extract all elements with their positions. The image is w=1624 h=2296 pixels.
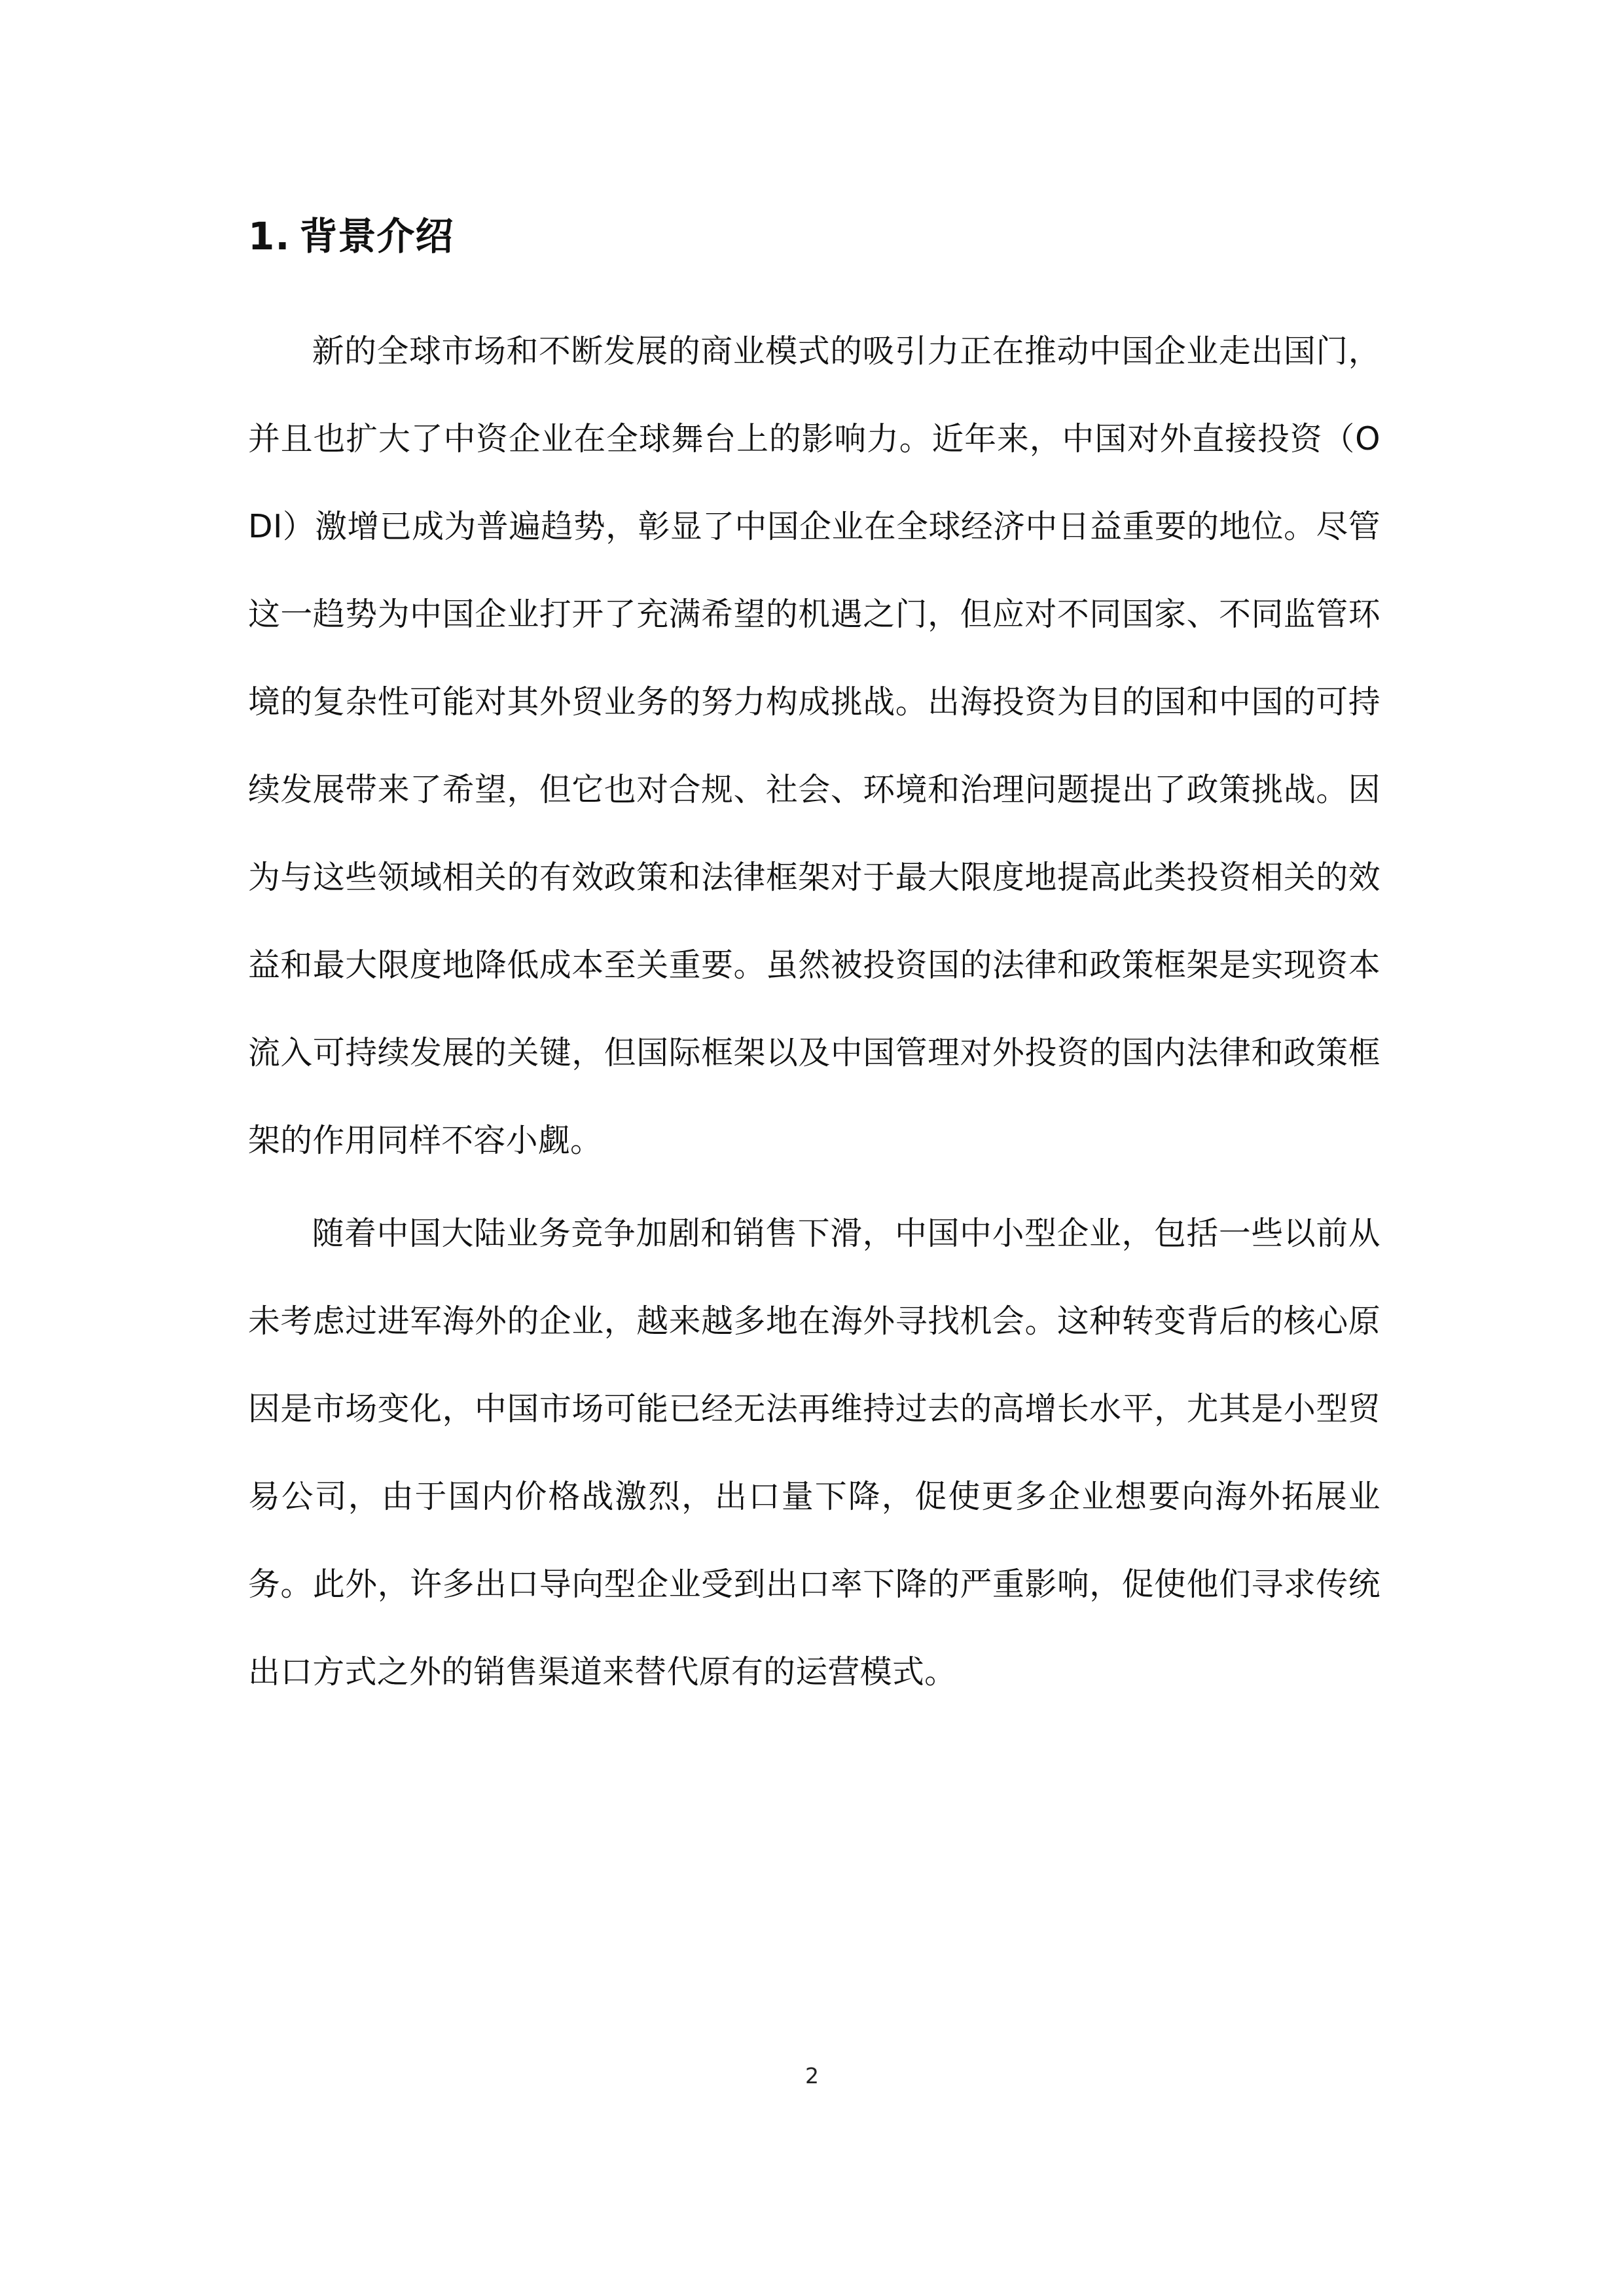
body-paragraph-2: 随着中国大陆业务竞争加剧和销售下滑，中国中小型企业，包括一些以前从未考虑过进军海外的企业，越来越多地在海外寻找机会。这种转变背后的核心原因是市场变化，中国市场可能已经无法再维持过去的高增长水平，尤其是小型贸易公司，由于国内价格战激烈，出口量下降，促使更多企业想要向海外拓展业务。此外，许多出口导向型企业受到出口率下降的严重影响，促使他们寻求传统出口方式之外的销售渠道来替代原有的运营模式。 [248, 1215, 1380, 1691]
page-content [248, 208, 1380, 1716]
section-heading [248, 208, 1380, 264]
section-number: 1. [248, 214, 291, 259]
body-paragraph-1: 新的全球市场和不断发展的商业模式的吸引力正在推动中国企业走出国门，并且也扩大了中资企业在全球舞台上的影响力。近年来，中国对外直接投资（ODI）激增已成为普遍趋势，彰显了中国企业在全球经济中日益重要的地位。尽管这一趋势为中国企业打开了充满希望的机遇之门，但应对不同国家、不同监管环境的复杂性可能对其外贸业务的努力构成挑战。出海投资为目的国和中国的可持续发展带来了希望，但它也对合规、社会、环境和治理问题提出了政策挑战。因为与这些领域相关的有效政策和法律框架对于最大限度地提高此类投资相关的效益和最大限度地降低成本至关重要。虽然被投资国的法律和政策框架是实现资本流入可持续发展的关键，但国际框架以及中国管理对外投资的国内法律和政策框架的作用同样不容小觑。 [248, 332, 1380, 1159]
section-title: 背景介绍 [299, 214, 454, 259]
page-number: 2 [805, 2063, 819, 2089]
